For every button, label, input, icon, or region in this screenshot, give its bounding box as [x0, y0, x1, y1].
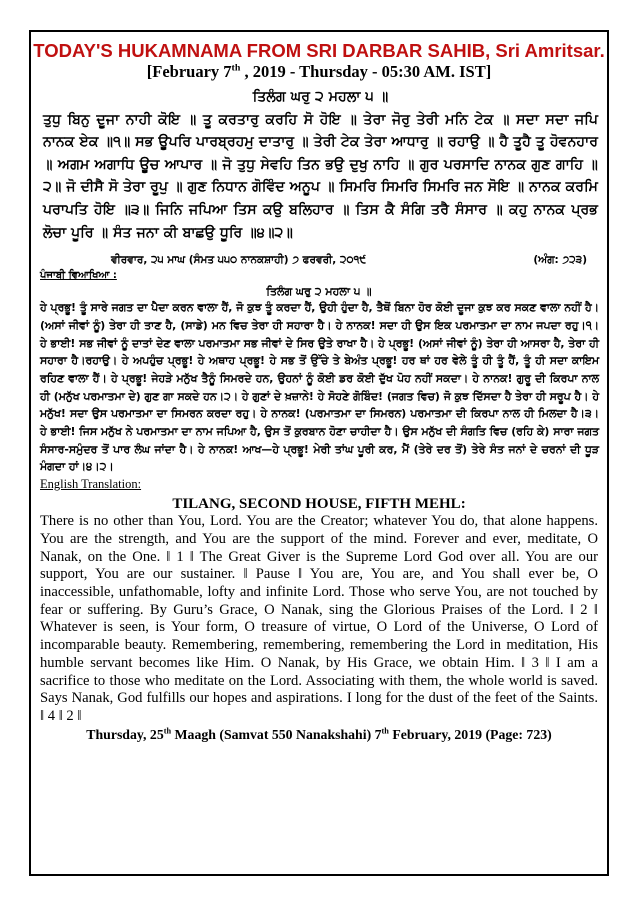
footer-part3: February, 2019 (Page: 723): [388, 726, 552, 742]
punjabi-explanation: ਹੇ ਪ੍ਰਭੂ! ਤੂੰ ਸਾਰੇ ਜਗਤ ਦਾ ਪੈਦਾ ਕਰਨ ਵਾਲਾ ਹੈਂ, ਜੋ ਕੁਝ ਤੂੰ ਕਰਦਾ ਹੈਂ, ਉਹੀ ਹੁੰਦਾ ਹੈ, ਤੈਥੋਂ ਬਿਨਾ ਹੋਰ ਕੋਈ ਦੂਜਾ ਕੁਝ ਕਰ ਸਕਣ ਵਾਲਾ ਨਹੀਂ ਹੈ। (ਅਸਾਂ ਜੀਵਾਂ ਨੂੰ) ਤੇਰਾ ਹੀ ਤਾਣ ਹੈ, (ਸਾਡੇ) ਮਨ ਵਿਚ ਤੇਰਾ ਹੀ ਸਹਾਰਾ ਹੈ। ਹੇ ਨਾਨਕ! ਸਦਾ ਹੀ ਉਸ ਇਕ ਪਰਮਾਤਮਾ ਦਾ ਨਾਮ ਜਪਦਾ ਰਹੁ।੧। ਹੇ ਭਾਈ! ਸਭ ਜੀਵਾਂ ਨੂੰ ਦਾਤਾਂ ਦੇਣ ਵਾਲਾ ਪਰਮਾਤਮਾ ਸਭ ਜੀਵਾਂ ਦੇ ਸਿਰ ਉਤੇ ਰਾਖਾ ਹੈ। ਹੇ ਪ੍ਰਭੂ! (ਅਸਾਂ ਜੀਵਾਂ ਨੂੰ) ਤੇਰਾ ਹੀ ਆਸਰਾ ਹੈ, ਤੇਰਾ ਹੀ ਸਹਾਰਾ ਹੈ।ਰਹਾਉ। ਹੇ ਅਪਹੁੰਚ ਪ੍ਰਭੂ! ਹੇ ਅਥਾਹ ਪ੍ਰਭੂ! ਹੇ ਸਭ ਤੋਂ ਉੱਚੇ ਤੇ ਬੇਅੰਤ ਪ੍ਰਭੂ! ਹਰ ਥਾਂ ਹਰ ਵੇਲੇ ਤੂੰ ਹੀ ਤੂੰ ਹੈਂ, ਤੂੰ ਹੀ ਸਦਾ ਕਾਇਮ ਰਹਿਣ ਵਾਲਾ ਹੈਂ। ਹੇ ਪ੍ਰਭੂ! ਜੇਹੜੇ ਮਨੁੱਖ ਤੈਨੂੰ ਸਿਮਰਦੇ ਹਨ, ਉਹਨਾਂ ਨੂੰ ਕੋਈ ਡਰ ਕੋਈ ਦੁੱਖ ਪੋਹ ਨਹੀਂ ਸਕਦਾ। ਹੇ ਨਾਨਕ! ਗੁਰੂ ਦੀ ਕਿਰਪਾ ਨਾਲ ਹੀ (ਮਨੁੱਖ ਪਰਮਾਤਮਾ ਦੇ) ਗੁਣ ਗਾ ਸਕਦੇ ਹਨ।੨। ਹੇ ਗੁਣਾਂ ਦੇ ਖ਼ਜ਼ਾਨੇ! ਹੇ ਸੋਹਣੇ ਗੋਬਿੰਦ! (ਜਗਤ ਵਿਚ) ਜੋ ਕੁਝ ਦਿੱਸਦਾ ਹੈ ਤੇਰਾ ਹੀ ਸਰੂਪ ਹੈ। ਹੇ ਮਨੁੱਖ! ਸਦਾ ਉਸ ਪਰਮਾਤਮਾ ਦਾ ਸਿਮਰਨ ਕਰਦਾ ਰਹੁ। ਹੇ ਨਾਨਕ! (ਪਰਮਾਤਮਾ ਦਾ ਸਿਮਰਨ) ਪਰਮਾਤਮਾ ਦੀ ਕਿਰਪਾ ਨਾਲ ਹੀ ਮਿਲਦਾ ਹੈ।੩। ਹੇ ਭਾਈ! ਜਿਸ ਮਨੁੱਖ ਨੇ ਪਰਮਾਤਮਾ ਦਾ ਨਾਮ ਜਪਿਆ ਹੈ, ਉਸ ਤੋਂ ਕੁਰਬਾਨ ਹੋਣਾ ਚਾਹੀਦਾ ਹੈ। ਉਸ ਮਨੁੱਖ ਦੀ ਸੰਗਤਿ ਵਿਚ (ਰਹਿ ਕੇ) ਸਾਰਾ ਜਗਤ ਸੰਸਾਰ-ਸਮੁੰਦਰ ਤੋਂ ਪਾਰ ਲੰਘ ਜਾਂਦਾ ਹੈ। ਹੇ ਨਾਨਕ! ਆਖ—ਹੇ ਪ੍ਰਭੂ! ਮੇਰੀ ਤਾਂਘ ਪੂਰੀ ਕਰ, ਮੈਂ (ਤੇਰੇ ਦਰ ਤੋਂ) ਤੇਰੇ ਸੰਤ ਜਨਾਂ ਦੇ ਚਰਨਾਂ ਦੀ ਧੂੜ ਮੰਗਦਾ ਹਾਂ।੪।੨।: [40, 301, 600, 474]
date-suffix: , 2019 - Thursday - 05:30 AM. IST]: [240, 62, 492, 81]
shabad-section: [31, 86, 607, 244]
punjabi-date-row: [31, 254, 607, 267]
ang-number: (ਅੰਗ: ੭੨੩): [533, 254, 587, 267]
punjabi-explanation-label: ਪੰਜਾਬੀ ਵਿਆਖਿਆ :: [40, 270, 117, 282]
date-sup: th: [231, 62, 241, 74]
punjabi-heading: ਤਿਲੰਗ ਘਰੁ ੨ ਮਹਲਾ ੫ ॥: [266, 285, 372, 299]
english-translation-label: English Translation:: [40, 477, 142, 492]
raag-heading: ਤਿਲੰਗ ਘਰੁ ੨ ਮਹਲਾ ੫ ॥: [252, 89, 389, 105]
footer-date-line: [31, 727, 607, 743]
date-prefix: [February 7: [146, 62, 232, 81]
english-heading: TILANG, SECOND HOUSE, FIFTH MEHL:: [172, 496, 466, 513]
shabad-text: ਤੁਧੁ ਬਿਨੁ ਦੂਜਾ ਨਾਹੀ ਕੋਇ ॥ ਤੂ ਕਰਤਾਰੁ ਕਰਹਿ ਸੋ ਹੋਇ ॥ ਤੇਰਾ ਜੋਰੁ ਤੇਰੀ ਮਨਿ ਟੇਕ ॥ ਸਦਾ ਸਦਾ ਜਪਿ ਨਾਨਕ ਏਕ ॥੧॥ ਸਭ ਊਪਰਿ ਪਾਰਬ੍ਰਹਮੁ ਦਾਤਾਰੁ ॥ ਤੇਰੀ ਟੇਕ ਤੇਰਾ ਆਧਾਰੁ ॥ ਰਹਾਉ ॥ ਹੈ ਤੂਹੈ ਤੂ ਹੋਵਨਹਾਰ ॥ ਅਗਮ ਅਗਾਧਿ ਊਚ ਆਪਾਰ ॥ ਜੋ ਤੁਧੁ ਸੇਵਹਿ ਤਿਨ ਭਉ ਦੁਖੁ ਨਾਹਿ ॥ ਗੁਰ ਪਰਸਾਦਿ ਨਾਨਕ ਗੁਣ ਗਾਹਿ ॥੨॥ ਜੋ ਦੀਸੈ ਸੋ ਤੇਰਾ ਰੂਪੁ ॥ ਗੁਣ ਨਿਧਾਨ ਗੋਵਿੰਦ ਅਨੂਪ ॥ ਸਿਮਰਿ ਸਿਮਰਿ ਸਿਮਰਿ ਜਨ ਸੋਇ ॥ ਨਾਨਕ ਕਰਮਿ ਪਰਾਪਤਿ ਹੋਇ ॥੩॥ ਜਿਨਿ ਜਪਿਆ ਤਿਸ ਕਉ ਬਲਿਹਾਰ ॥ ਤਿਸ ਕੈ ਸੰਗਿ ਤਰੈ ਸੰਸਾਰ ॥ ਕਹੁ ਨਾਨਕ ਪ੍ਰਭ ਲੋਚਾ ਪੂਰਿ ॥ ਸੰਤ ਜਨਾ ਕੀ ਬਾਛਉ ਧੂਰਿ ॥੪॥੨॥: [43, 111, 598, 241]
date-line: [31, 62, 607, 82]
hukamnama-frame: [29, 30, 609, 876]
punjabi-date: ਵੀਰਵਾਰ, ੨੫ ਮਾਘ (ਸੰਮਤ ੫੫੦ ਨਾਨਕਸ਼ਾਹੀ) ੭ ਫਰਵਰੀ, ੨੦੧੯: [111, 254, 367, 267]
english-translation: There is no other than You, Lord. You are the Creator; whatever You do, that alone happens. You are the strength, and You are the support of the mind. Forever and ever, meditate, O Nanak, on the One. ‖ 1 ‖ The Great Giver is the Supreme Lord God over all. You are our support, You are our sustainer. ‖ Pause ‖ You are, You are, and You shall ever be, O inaccessible, unfathomable, lofty and infinite Lord. Those who serve You, are not touched by fear or suffering. By Guru’s Grace, O Nanak, sing the Glorious Praises of the Lord. ‖ 2 ‖ Whatever is seen, is Your form, O treasure of virtue, O Lord of the Universe, O Lord of incomparable beauty. Remembering, remembering, remembering the Lord in meditation, His humble servant becomes like Him. O Nanak, by His Grace, we obtain Him. ‖ 3 ‖ I am a sacrifice to those who meditate on the Lord. Associating with them, the whole world is saved. Says Nanak, God fulfills our hopes and aspirations. I long for the dust of the feet of the Saints. ‖ 4 ‖ 2 ‖: [40, 513, 598, 724]
footer-sup1: th: [163, 726, 172, 736]
footer-sup2: th: [381, 726, 389, 736]
page-title: TODAY'S HUKAMNAMA FROM SRI DARBAR SAHIB, Sri Amritsar.: [33, 40, 605, 61]
footer-part1: Thursday, 25: [86, 726, 164, 742]
footer-part2: Maagh (Samvat 550 Nanakshahi) 7: [171, 726, 382, 742]
